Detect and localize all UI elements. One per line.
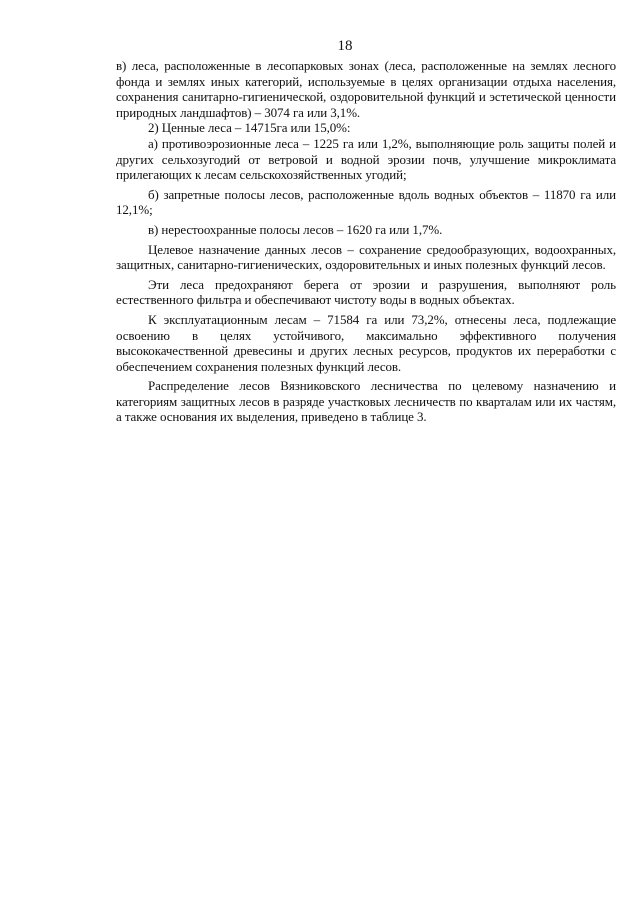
paragraph-purpose: Целевое назначение данных лесов – сохранение средообразующих, водоохранных, защитных, санитарно-гигиенических, оздоровительных и иных полезных функций лесов. <box>116 241 616 273</box>
paragraph-distribution: Распределение лесов Вязниковского лесничества по целевому назначению и категориям защитных лесов в разряде участковых лесничеств по кварталам или их частям, а также основания их выделения, приведено в таблице 3. <box>116 378 616 425</box>
paragraph-protection: Эти леса предохраняют берега от эрозии и разрушения, выполняют роль естественного фильтра и обеспечивают чистоту воды в водных объектах. <box>116 276 616 308</box>
document-body <box>116 58 616 425</box>
paragraph-prohibited-strips: б) запретные полосы лесов, расположенные вдоль водных объектов – 11870 га или 12,1%; <box>116 186 616 218</box>
page-number: 18 <box>337 38 353 54</box>
paragraph-anti-erosion-forests: а) противоэрозионные леса – 1225 га или 1,2%, выполняющие роль защиты полей и других сельхозугодий от ветровой и водной эрозии почв, улучшение микроклимата прилегающих к лесам сельскохозяйственных угодий; <box>116 135 616 183</box>
paragraph-exploitation-forests: К эксплуатационным лесам – 71584 га или 73,2%, отнесены леса, подлежащие освоению в целях устойчивого, максимально эффективного получения высококачественной древесины и других лесных ресурсов, продуктов их переработки с обеспечением сохранения полезных функций лесов. <box>116 311 616 374</box>
paragraph-spawning-protection: в) нерестоохранные полосы лесов – 1620 га или 1,7%. <box>148 221 443 237</box>
paragraph-recreational-forests: в) леса, расположенные в лесопарковых зонах (леса, расположенные на землях лесного фонда и землях иных категорий, используемые в целях организации отдыха населения, сохранения санитарно-гигиенической, оздоровительной функций и эстетической ценности природных ландшафтов) – 3074 га или 3,1%. <box>116 58 616 120</box>
paragraph-valuable-forests: 2) Ценные леса – 14715га или 15,0%: <box>148 120 351 136</box>
